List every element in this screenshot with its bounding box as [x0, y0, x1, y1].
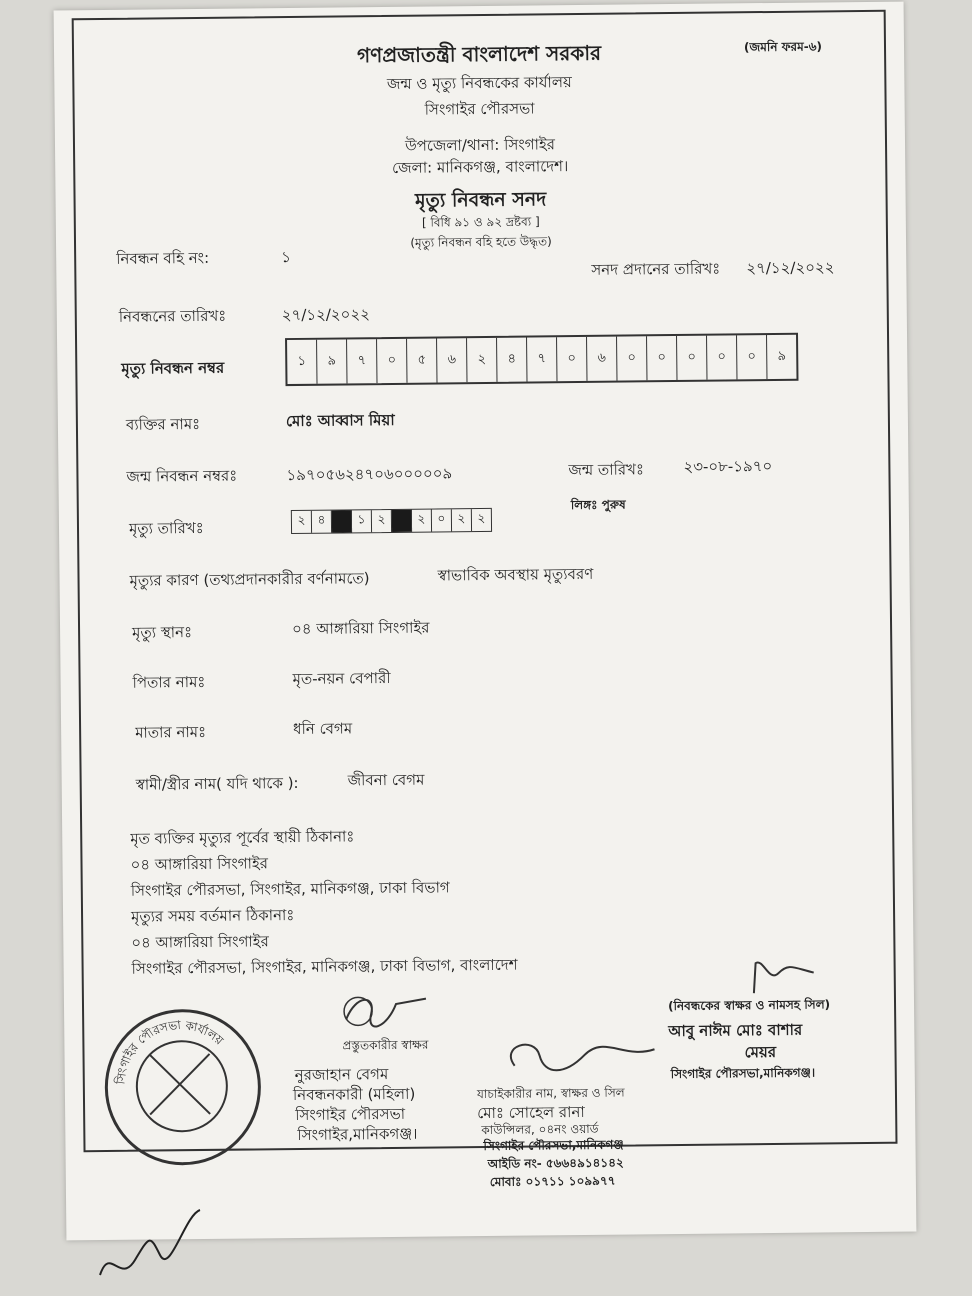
dob-value: ২৩-০৮-১৯৭০: [683, 456, 773, 476]
reg-digit-box: ৬: [587, 337, 617, 381]
name-value: মোঃ আব্বাস মিয়া: [285, 410, 395, 431]
registrar-signature: [743, 952, 823, 998]
reg-digit-box: ৯: [317, 339, 347, 383]
preparer-place: সিংগাইর,মানিকগঞ্জ।: [297, 1124, 418, 1144]
registrar-caption: (নিবন্ধকের স্বাক্ষর ও নামসহ সিল): [667, 997, 831, 1014]
office-name: জন্ম ও মৃত্যু নিবন্ধকের কার্যালয়: [386, 73, 572, 93]
svg-text:সিংগাইর পৌরসভা কার্যালয়: [112, 1017, 227, 1086]
reg-date-label: নিবন্ধনের তারিখঃ: [118, 306, 227, 326]
date-digit-box: ২: [477, 510, 486, 526]
reg-date-value: ২৭/১২/২০২২: [281, 305, 371, 325]
cause-label: মৃত্যুর কারণ (তথ্যপ্রদানকারীর বর্ণনামতে): [129, 569, 370, 590]
current-address-line1: ০৪ আঙ্গারিয়া সিংগাইর: [131, 932, 269, 952]
verifier-caption: যাচাইকারীর নাম, স্বাক্ষর ও সিল: [476, 1085, 625, 1102]
issue-date-label: সনদ প্রদানের তারিখঃ: [591, 259, 721, 279]
date-digit-box: ৪: [312, 511, 332, 533]
reg-digit-box: ৭: [527, 337, 557, 381]
permanent-address-label: মৃত ব্যক্তির মৃত্যুর পূর্বের স্থায়ী ঠিকানাঃ: [130, 827, 355, 848]
form-number: (জমনি ফরম-৬): [743, 39, 823, 55]
rule-reference: [ বিধি ৯১ ও ৯২ দ্রষ্টব্য ]: [421, 214, 540, 230]
permanent-address-line1: ০৪ আঙ্গারিয়া সিংগাইর: [130, 854, 269, 874]
issue-date-value: ২৭/১২/২০২২: [746, 258, 835, 278]
dob-label: জন্ম তারিখঃ: [568, 460, 645, 480]
death-place-value: ০৪ আঙ্গারিয়া সিংগাইর: [291, 618, 430, 639]
reg-digit-box: ৬: [437, 338, 467, 382]
certificate-sheet: [54, 2, 917, 1241]
father-label: পিতার নামঃ: [132, 672, 206, 692]
current-address-label: মৃত্যুর সময় বর্তমান ঠিকানাঃ: [130, 906, 295, 926]
date-digit-box: ১: [352, 510, 372, 532]
verifier-signature: [494, 1034, 665, 1086]
reg-digit-box: ৯: [777, 348, 787, 364]
margin-signature: [90, 1205, 210, 1295]
verifier-role: কাউন্সিলর, ০৪নং ওয়ার্ড: [481, 1121, 599, 1138]
date-separator-box: [392, 510, 412, 532]
mother-label: মাতার নামঃ: [135, 722, 207, 742]
reg-digit-box: ১: [287, 340, 317, 384]
reg-digit-box: ০: [557, 337, 587, 381]
date-digit-box: ২: [292, 511, 312, 533]
father-value: মৃত-নয়ন বেপারী: [292, 668, 391, 689]
current-address-line2: সিংগাইর পৌরসভা, সিংগাইর, মানিকগঞ্জ, ঢাকা বিভাগ, বাংলাদেশ: [131, 955, 518, 978]
death-date-boxes: [291, 508, 492, 534]
death-reg-label: মৃত্যু নিবন্ধন নম্বর: [121, 358, 225, 378]
verifier-nid: আইডি নং- ৫৬৬৪৯১৪১৪২: [487, 1155, 624, 1172]
death-date-label: মৃত্যু তারিখঃ: [128, 518, 204, 538]
district-line: জেলা: মানিকগঞ্জ, বাংলাদেশ।: [392, 157, 569, 177]
spouse-label: স্বামী/স্ত্রীর নাম( যদি থাকে ):: [135, 773, 299, 794]
reg-digit-box: ০: [707, 335, 737, 379]
reg-digit-box: ৫: [407, 338, 437, 382]
preparer-office: সিংগাইর পৌরসভা: [295, 1104, 406, 1125]
permanent-address-line2: সিংগাইর পৌরসভা, সিংগাইর, মানিকগঞ্জ, ঢাকা বিভাগ: [130, 878, 450, 900]
date-digit-box: ২: [452, 509, 472, 531]
date-digit-box: ২: [412, 510, 432, 532]
verifier-mobile: মোবাঃ ০১৭১১ ১০৯৯৭৭: [489, 1173, 616, 1189]
municipality-seal: [104, 1008, 262, 1166]
verifier-name: মোঃ সোহেল রানা: [477, 1102, 585, 1123]
reg-digit-box: ০: [617, 336, 647, 380]
reg-digit-box: ২: [467, 338, 497, 382]
date-separator-box: [332, 510, 352, 532]
preparer-caption: প্রস্তুতকারীর স্বাক্ষর: [342, 1037, 429, 1053]
cause-value: স্বাভাবিক অবস্থায় মৃত্যুবরণ: [437, 564, 594, 585]
municipality-name: সিংগাইর পৌরসভা: [424, 99, 535, 119]
registrar-name: আবু নাঈম মোঃ বাশার: [668, 1020, 803, 1041]
reg-digit-box: ৭: [347, 339, 377, 383]
govt-title: গণপ্রজাতন্ত্রী বাংলাদেশ সরকার: [356, 40, 602, 68]
preparer-name: নুরজাহান বেগম: [294, 1065, 389, 1085]
spouse-value: জীবনা বেগম: [347, 770, 425, 790]
reg-digit-box: ০: [737, 335, 767, 379]
extract-note: (মৃত্যু নিবন্ধন বহি হতে উদ্ধৃত): [410, 234, 552, 250]
seal-text: সিংগাইর পৌরসভা কার্যালয়: [113, 1017, 227, 1086]
death-reg-number-boxes: [285, 333, 798, 386]
registrar-role: মেয়র: [744, 1042, 777, 1062]
birth-reg-value: ১৯৭০৫৬২৪৭০৬০০০০০৯: [286, 464, 453, 485]
upazila-line: উপজেলা/থানা: সিংগাইর: [404, 135, 556, 155]
registrar-office: সিংগাইর পৌরসভা,মানিকগঞ্জ।: [670, 1065, 816, 1082]
reg-digit-box: ৪: [497, 338, 527, 382]
gender-value: লিঙ্গঃ পুরুষ: [570, 497, 626, 513]
name-label: ব্যক্তির নামঃ: [125, 414, 201, 434]
reg-digit-box: ০: [377, 339, 407, 383]
mother-value: ধনি বেগম: [293, 719, 353, 739]
preparer-role: নিবন্ধনকারী (মহিলা): [292, 1084, 416, 1105]
birth-reg-label: জন্ম নিবন্ধন নম্বরঃ: [126, 466, 238, 486]
preparer-signature: [336, 989, 436, 1035]
reg-digit-box: ০: [677, 336, 707, 380]
verifier-office: সিংগাইর পৌরসভা,মানিকগঞ্জ: [483, 1137, 624, 1154]
date-digit-box: ২: [372, 510, 392, 532]
book-no-value: ১: [281, 248, 292, 267]
reg-digit-box: ০: [647, 336, 677, 380]
death-place-label: মৃত্যু স্থানঃ: [132, 623, 193, 642]
certificate-title: মৃত্যু নিবন্ধন সনদ: [414, 188, 547, 212]
book-no-label: নিবন্ধন বহি নং:: [116, 248, 210, 268]
date-digit-box: ০: [432, 509, 452, 531]
